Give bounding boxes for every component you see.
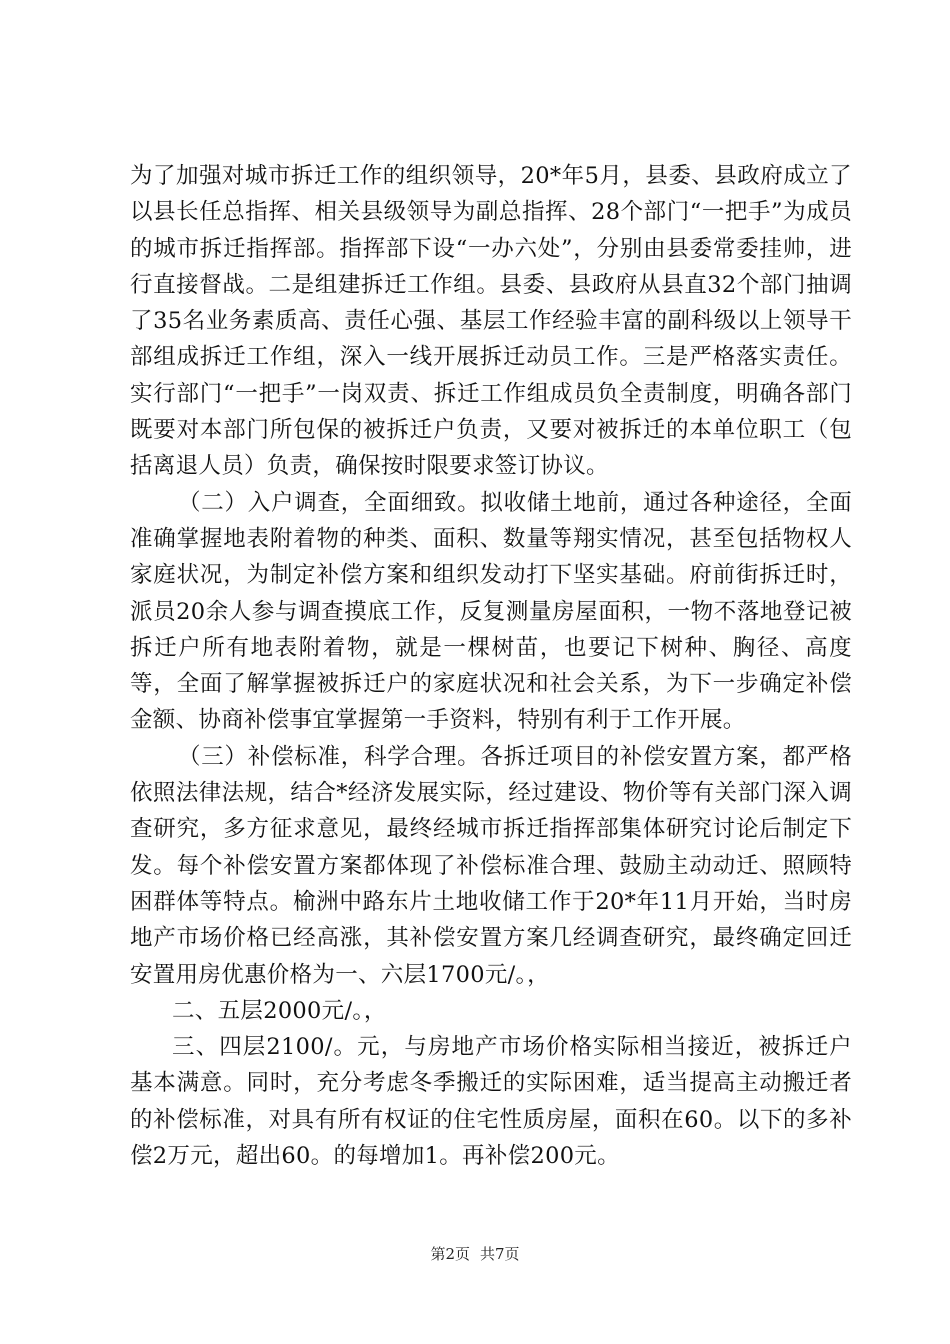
- document-body: [130, 158, 852, 1174]
- paragraph-floor-price-3-4: 三、四层2100/。元，与房地产市场价格实际相当接近，被拆迁户基本满意。同时，充分考虑冬季搬迁的实际困难，适当提高主动搬迁者的补偿标准，对具有所有权证的住宅性质房屋，面积在60。以下的多补偿2万元，超出60。的每增加1。再补偿200元。: [130, 1034, 852, 1170]
- page-footer: [0, 1244, 950, 1264]
- paragraph-leadership: 为了加强对城市拆迁工作的组织领导，20*年5月，县委、县政府成立了以县长任总指挥、相关县级领导为副总指挥、28个部门“一把手”为成员的城市拆迁指挥部。指挥部下设“一办六处”，分别由县委常委挂帅，进行直接督战。二是组建拆迁工作组。县委、县政府从县直32个部门抽调了35名业务素质高、责任心强、基层工作经验丰富的副科级以上领导干部组成拆迁工作组，深入一线开展拆迁动员工作。三是严格落实责任。实行部门“一把手”一岗双责、拆迁工作组成员负全责制度，明确各部门既要对本部门所包保的被拆迁户负责，又要对被拆迁的本单位职工（包括离退人员）负责，确保按时限要求签订协议。: [130, 163, 852, 480]
- page-total: 共7页: [480, 1245, 520, 1263]
- page-number: 第2页: [430, 1245, 470, 1263]
- paragraph-compensation-standard: （三）补偿标准，科学合理。各拆迁项目的补偿安置方案，都严格依照法律法规，结合*经济发展实际，经过建设、物价等有关部门深入调查研究，多方征求意见，最终经城市拆迁指挥部集体研究讨论后制定下发。每个补偿安置方案都体现了补偿标准合理、鼓励主动动迁、照顾特困群体等特点。榆洲中路东片土地收储工作于20*年11月开始，当时房地产市场价格已经高涨，其补偿安置方案几经调查研究，最终确定回迁安置用房优惠价格为一、六层1700元/。，: [130, 743, 852, 988]
- paragraph-household-survey: （二）入户调查，全面细致。拟收储土地前，通过各种途径，全面准确掌握地表附着物的种类、面积、数量等翔实情况，甚至包括物权人家庭状况，为制定补偿方案和组织发动打下坚实基础。府前街拆迁时，派员20余人参与调查摸底工作，反复测量房屋面积，一物不落地登记被拆迁户所有地表附着物，就是一棵树苗，也要记下树种、胸径、高度等，全面了解掌握被拆迁户的家庭状况和社会关系，为下一步确定补偿金额、协商补偿事宜掌握第一手资料，特别有利于工作开展。: [130, 489, 852, 734]
- paragraph-floor-price-2-5: 二、五层2000元/。，: [172, 997, 387, 1024]
